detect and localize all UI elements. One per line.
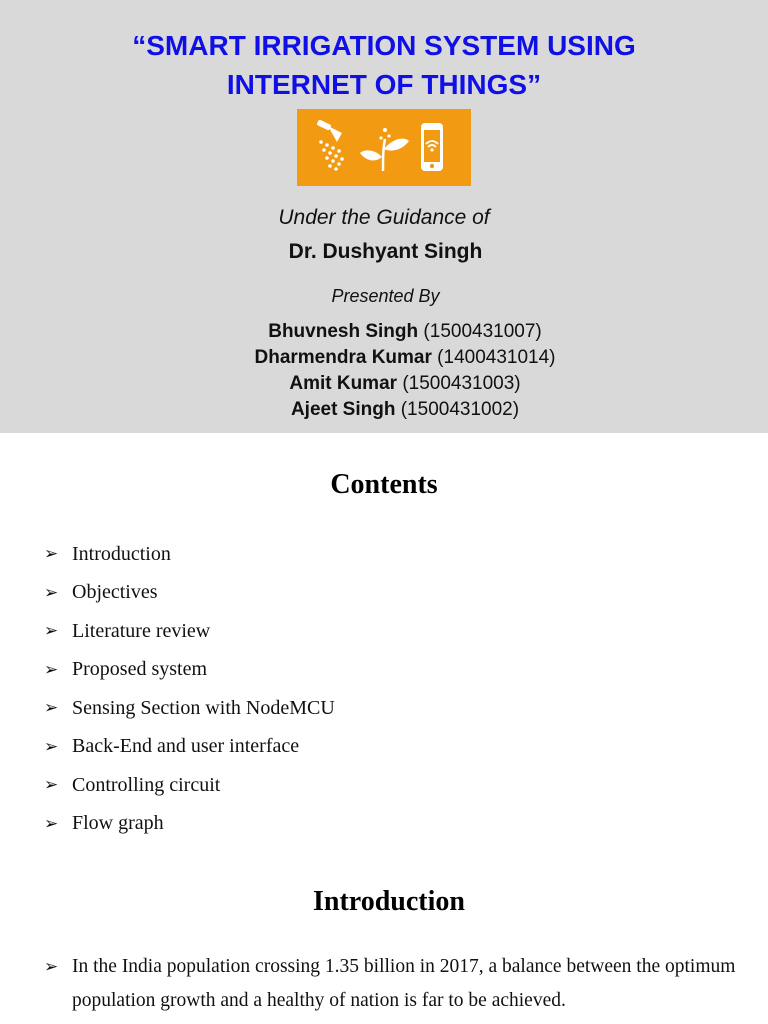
list-item-label: Flow graph: [72, 812, 164, 835]
member-roll-number: (1400431014): [437, 347, 556, 368]
list-item: [44, 805, 335, 844]
list-item: [44, 612, 335, 651]
plant-sprout-icon: [360, 128, 409, 171]
list-item-label: Literature review: [72, 619, 211, 642]
slide-title: [0, 26, 768, 104]
list-item: [44, 689, 335, 728]
presented-by-label: Presented By: [331, 286, 440, 306]
list-item: [44, 535, 335, 574]
arrow-bullet-icon: ➢: [44, 775, 59, 796]
member-name: Ajeet Singh: [290, 399, 396, 420]
arrow-bullet-icon: ➢: [44, 544, 59, 565]
slide-title-line-1: “SMART IRRIGATION SYSTEM USING: [132, 30, 636, 61]
member-name: Dharmendra Kumar: [254, 347, 432, 368]
list-item-label: Objectives: [72, 581, 158, 604]
arrow-bullet-icon: ➢: [44, 621, 59, 642]
contents-list: [44, 535, 335, 843]
list-item-label: Proposed system: [72, 658, 207, 681]
list-item-label: Back-End and user interface: [72, 735, 300, 758]
member-name: Amit Kumar: [289, 373, 398, 394]
shower-sprinkler-icon: [316, 119, 343, 170]
team-member: [0, 397, 768, 423]
team-member: [0, 345, 768, 371]
team-member: [0, 319, 768, 345]
member-name: Bhuvnesh Singh: [268, 321, 419, 342]
list-item-label: Sensing Section with NodeMCU: [72, 696, 335, 719]
guide-name: Dr. Dushyant Singh: [288, 240, 483, 263]
smartphone-wifi-icon: [421, 123, 443, 171]
arrow-bullet-icon: ➢: [44, 698, 59, 719]
member-roll-number: (1500431003): [402, 373, 521, 394]
arrow-bullet-icon: ➢: [44, 736, 59, 757]
introduction-paragraph: [44, 950, 744, 1018]
slide-title-line-2: INTERNET OF THINGS”: [226, 69, 542, 100]
arrow-bullet-icon: ➢: [44, 957, 59, 977]
arrow-bullet-icon: ➢: [44, 813, 59, 834]
list-item-label: Controlling circuit: [72, 773, 221, 796]
member-roll-number: (1500431002): [400, 399, 520, 420]
introduction-text: In the India population crossing 1.35 billion in 2017, a balance between the optimum population growth and a healthy of nation is far to be achieved.: [72, 956, 736, 1011]
contents-heading: Contents: [330, 469, 438, 500]
arrow-bullet-icon: ➢: [44, 582, 59, 603]
list-item: [44, 766, 335, 805]
introduction-heading: Introduction: [313, 886, 465, 917]
irrigation-logo: [297, 109, 471, 186]
arrow-bullet-icon: ➢: [44, 659, 59, 680]
team-members-list: [0, 319, 768, 423]
list-item: [44, 574, 335, 613]
logo-graphic: [297, 109, 471, 186]
title-slide: [0, 0, 768, 433]
guidance-label: Under the Guidance of: [278, 206, 490, 229]
team-member: [0, 371, 768, 397]
list-item: [44, 651, 335, 690]
list-item-label: Introduction: [72, 542, 171, 565]
list-item: [44, 728, 335, 767]
member-roll-number: (1500431007): [423, 321, 542, 342]
